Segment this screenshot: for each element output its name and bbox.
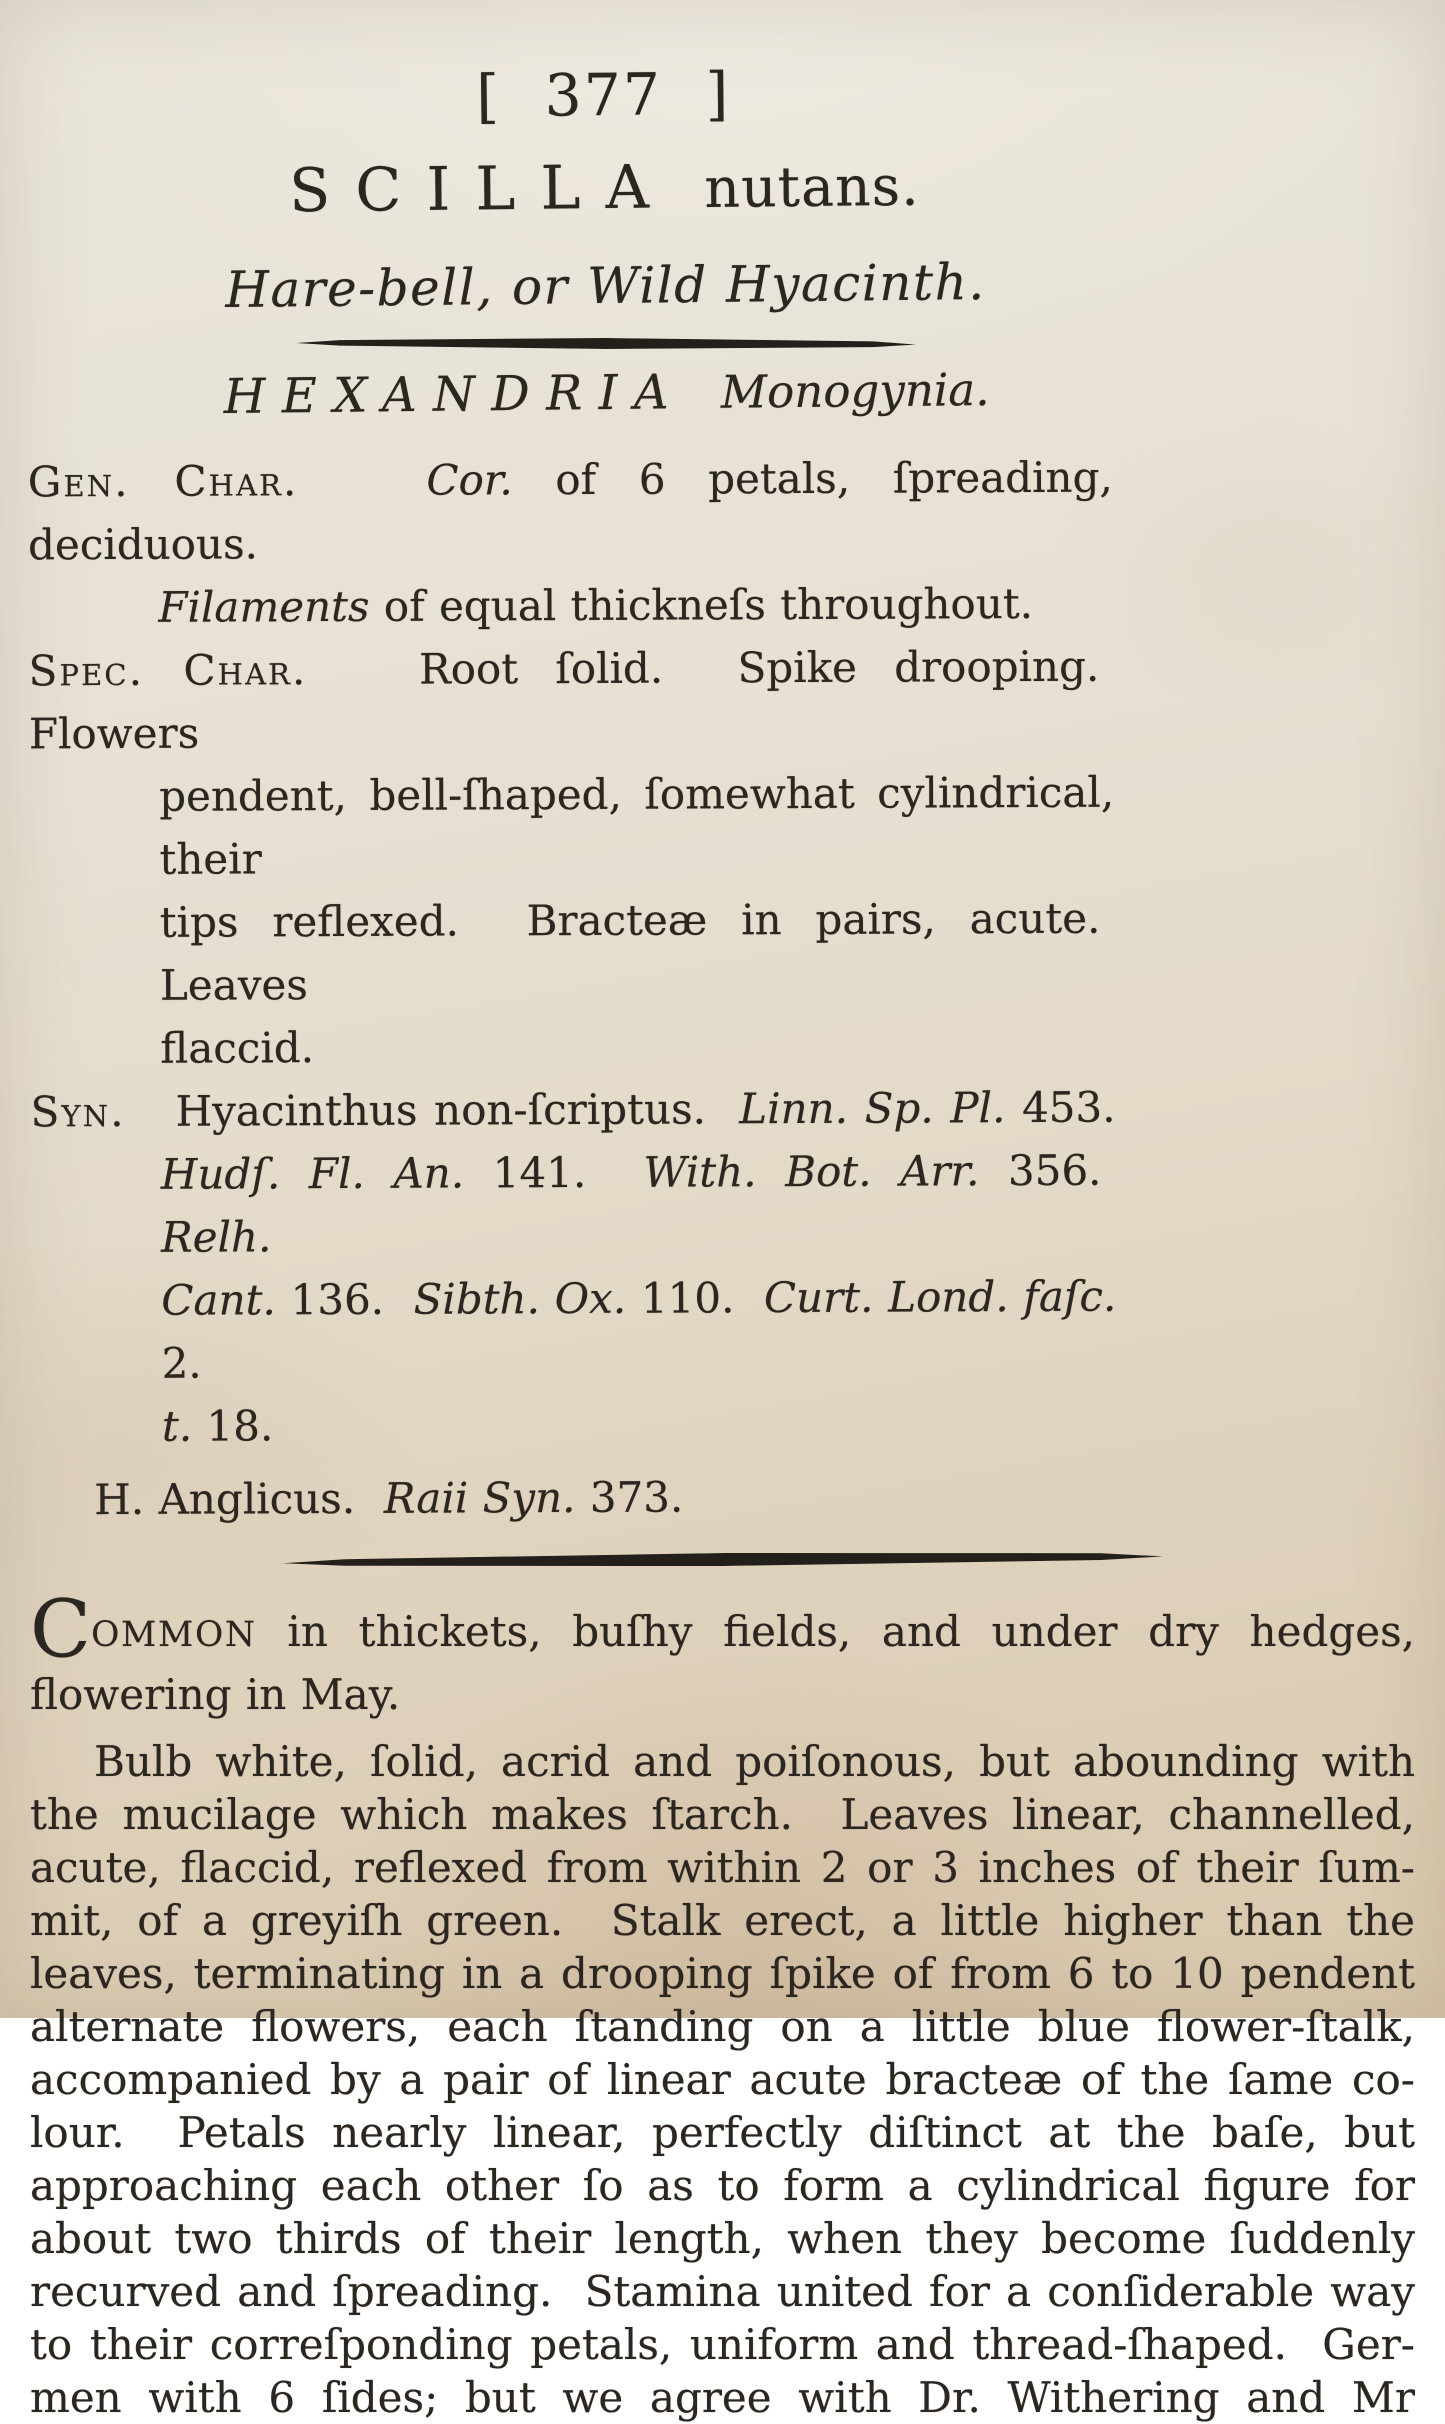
species-title — [29, 142, 1180, 236]
text-run: alternate flowers, each ſtanding on a little blue flower-ſtalk, — [30, 2002, 1415, 2051]
page-content — [27, 0, 1415, 2424]
description-paragraph — [30, 1735, 1415, 2424]
text-run: acute, flaccid, reflexed from within 2 or 3 inches of their ſum- — [30, 1843, 1415, 1892]
text-run: Filaments — [158, 581, 370, 632]
text-run: With. Bot. Arr. — [643, 1146, 980, 1197]
text-line — [30, 887, 1116, 1018]
text-run: Sibth. Ox. — [413, 1273, 627, 1324]
text-run: Relh. — [160, 1212, 272, 1262]
text-line — [30, 1665, 1415, 1725]
text-run: 453. — [1005, 1082, 1116, 1133]
page-number-text: [ 377 ] — [475, 59, 732, 131]
species-epithet: nutans. — [704, 154, 921, 221]
text-line — [30, 2265, 1415, 2318]
text-run: t. — [161, 1401, 193, 1451]
text-run: mit, of a greyiſh green. Stalk erect, a little higher than the — [30, 1896, 1415, 1945]
text-run: Hyacinthus non-ſcriptus. — [125, 1084, 740, 1136]
text-run: Bulb white, ſolid, acrid and poiſonous, but abounding with — [94, 1737, 1415, 1786]
text-run: flaccid. — [160, 1023, 315, 1073]
text-run: Raii Syn. — [383, 1472, 576, 1523]
swelled-rule-main — [282, 1550, 1162, 1569]
text-line — [28, 635, 1114, 766]
text-run: Linn. Sp. Pl. — [739, 1083, 1006, 1134]
text-run: 373. — [575, 1472, 684, 1522]
spec-char-entry — [28, 635, 1115, 1081]
text-line — [30, 1582, 1415, 1676]
text-run: lour. Petals nearly linear, perfectly diſtinct at the baſe, but — [30, 2108, 1415, 2157]
classification-line — [31, 355, 1182, 432]
text-line — [32, 1391, 1117, 1459]
text-run: Syn. — [30, 1086, 126, 1137]
genus-name: SCILLA — [288, 152, 675, 227]
text-run: 2. — [161, 1338, 202, 1388]
text-line — [30, 2106, 1415, 2159]
text-run: accompanied by a pair of linear acute bracteæ of the ſame co- — [30, 2055, 1415, 2104]
text-run: H. Anglicus. — [94, 1473, 384, 1525]
text-line — [28, 446, 1114, 577]
habitat-paragraph — [30, 1582, 1415, 1725]
text-line — [30, 1947, 1415, 2000]
text-run: 110. — [626, 1273, 765, 1323]
body-text — [30, 1582, 1415, 2424]
text-line — [30, 1013, 1115, 1081]
common-name-text: Hare-bell, or Wild Hyacinth. — [224, 253, 986, 319]
swelled-rule-top — [296, 337, 916, 350]
anglicus-synonym-line — [32, 1464, 1117, 1532]
text-line — [29, 761, 1115, 892]
text-line — [30, 2318, 1415, 2371]
text-run: leaves, terminating in a drooping ſpike of from 6 to 10 pendent — [30, 1949, 1415, 1998]
text-run: of 6 petals, ſpreading, deciduous. — [27, 452, 1113, 570]
text-run: 136. — [275, 1274, 414, 1325]
text-line — [30, 1841, 1415, 1894]
text-run: Cor. — [426, 455, 513, 505]
text-line — [30, 1076, 1115, 1144]
text-run: flowering in May. — [30, 1670, 401, 1719]
text-run: to their correſponding petals, uniform and thread-ſhaped. Ger- — [30, 2320, 1415, 2369]
text-run: Curt. Lond. faſc. — [763, 1271, 1117, 1323]
text-line — [31, 1265, 1117, 1396]
text-run: Spec. Char. — [28, 645, 308, 696]
text-run: 356. — [979, 1145, 1116, 1196]
text-line — [30, 2053, 1415, 2106]
text-run: pendent, bell-ſhaped, ſomewhat cylindrical, their — [159, 767, 1115, 884]
text-run: men with 6 ſides; but we agree with Dr. Withering and Mr — [30, 2373, 1415, 2422]
page-number — [28, 50, 1179, 140]
text-run — [298, 456, 426, 506]
text-line — [30, 2159, 1415, 2212]
page-header — [28, 50, 1182, 432]
text-line — [94, 1464, 1117, 1531]
synopsis-section — [28, 446, 1118, 1532]
text-line — [30, 1735, 1415, 1788]
text-line — [28, 572, 1113, 640]
syn-entry — [30, 1076, 1117, 1459]
text-run: Cant. — [161, 1275, 276, 1325]
text-run: OMMON — [91, 1615, 257, 1655]
text-run: Root ſolid. Spike drooping. Flowers — [28, 641, 1114, 759]
text-line — [31, 1139, 1117, 1270]
text-run: in thickets, buſhy fields, and under dry hedges, — [256, 1607, 1415, 1656]
text-line — [30, 2371, 1415, 2424]
text-run: Hudſ. Fl. An. — [160, 1148, 465, 1199]
linnaean-class: HEXANDRIA — [223, 364, 686, 426]
text-run: 141. — [464, 1147, 644, 1198]
text-run: about two thirds of their length, when they become ſuddenly — [30, 2214, 1415, 2263]
text-run: the mucilage which makes ſtarch. Leaves linear, channelled, — [30, 1790, 1415, 1839]
text-run: of equal thickneſs throughout. — [369, 578, 1034, 631]
text-line — [30, 2000, 1415, 2053]
text-run: Gen. Char. — [27, 456, 299, 507]
linnaean-order: Monogynia. — [720, 362, 990, 419]
text-run: tips reflexed. Bracteæ in pairs, acute. Leaves — [159, 893, 1115, 1010]
text-line — [30, 1894, 1415, 1947]
text-line — [30, 1788, 1415, 1841]
text-run: 18. — [192, 1401, 274, 1451]
text-run: recurved and ſpreading. Stamina united for a conſiderable way — [30, 2267, 1415, 2316]
text-run: approaching each other ſo as to form a cylindrical figure for — [30, 2161, 1415, 2210]
text-run: C — [30, 1582, 92, 1676]
common-name — [30, 244, 1181, 328]
gen-char-entry — [28, 446, 1114, 640]
text-line — [30, 2212, 1415, 2265]
